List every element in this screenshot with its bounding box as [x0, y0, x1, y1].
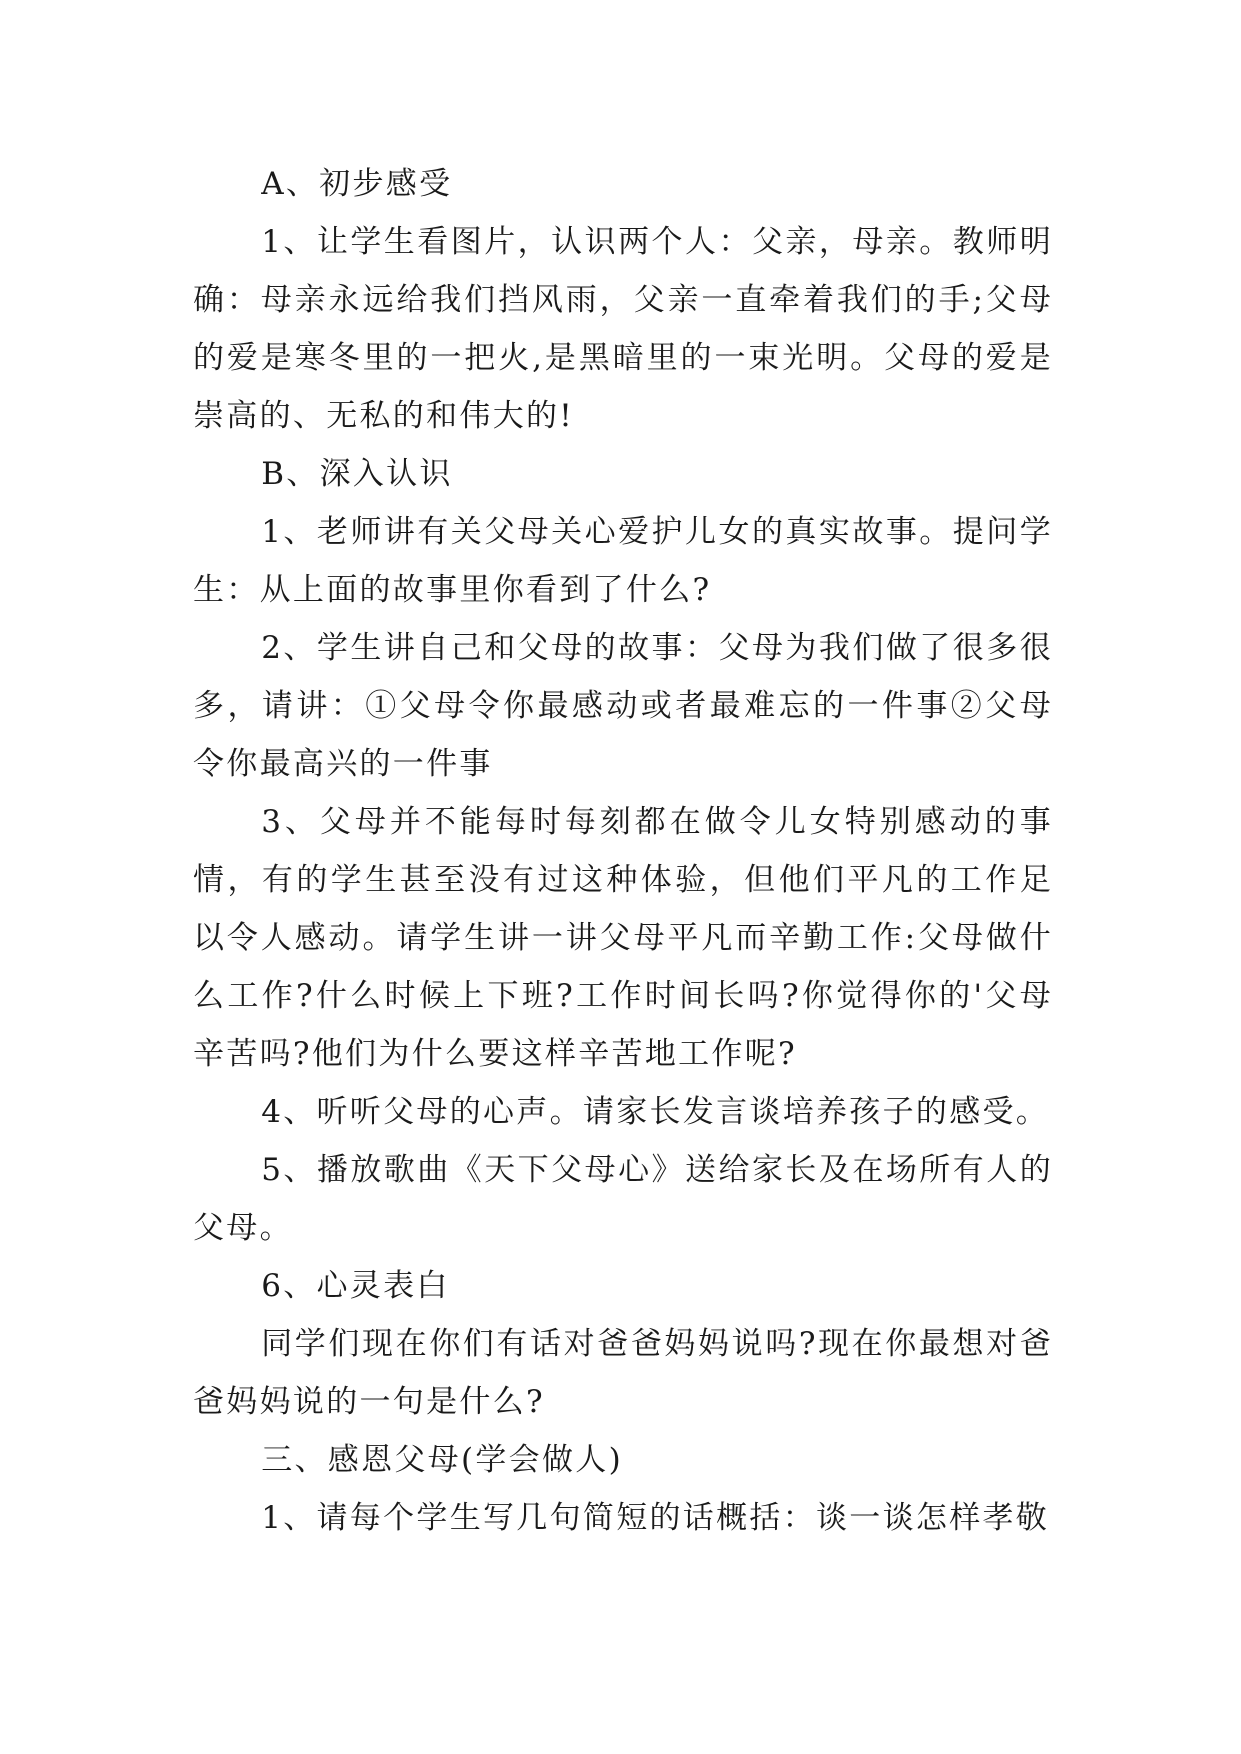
paragraph: 3、父母并不能每时每刻都在做令儿女特别感动的事情，有的学生甚至没有过这种体验，但他们平凡的工作足以令人感动。请学生讲一讲父母平凡而辛勤工作:父母做什么工作?什么时候上下班?工作时间长吗?你觉得你的'父母辛苦吗?他们为什么要这样辛苦地工作呢? — [193, 804, 1053, 1072]
paragraph: 1、请每个学生写几句简短的话概括：谈一谈怎样孝敬 — [261, 1500, 1050, 1536]
paragraph: 2、学生讲自己和父母的故事：父母为我们做了很多很多，请讲：①父母令你最感动或者最难忘的一件事②父母令你最高兴的一件事 — [193, 630, 1053, 782]
paragraph: 5、播放歌曲《天下父母心》送给家长及在场所有人的父母。 — [193, 1152, 1053, 1246]
sub-heading: 6、心灵表白 — [261, 1268, 450, 1304]
paragraph: 4、听听父母的心声。请家长发言谈培养孩子的感受。 — [261, 1094, 1050, 1130]
section-heading-3: 三、感恩父母(学会做人) — [261, 1442, 623, 1478]
paragraph: 1、让学生看图片，认识两个人：父亲，母亲。教师明确：母亲永远给我们挡风雨，父亲一直牵着我们的手;父母的爱是寒冬里的一把火,是黑暗里的一束光明。父母的爱是崇高的、无私的和伟大的! — [193, 224, 1053, 434]
section-heading-b: B、深入认识 — [261, 456, 453, 492]
document-body — [193, 155, 1053, 1547]
paragraph: 同学们现在你们有话对爸爸妈妈说吗?现在你最想对爸爸妈妈说的一句是什么? — [193, 1326, 1053, 1420]
section-heading-a: A、初步感受 — [261, 166, 453, 202]
paragraph: 1、老师讲有关父母关心爱护儿女的真实故事。提问学生：从上面的故事里你看到了什么? — [193, 514, 1053, 608]
